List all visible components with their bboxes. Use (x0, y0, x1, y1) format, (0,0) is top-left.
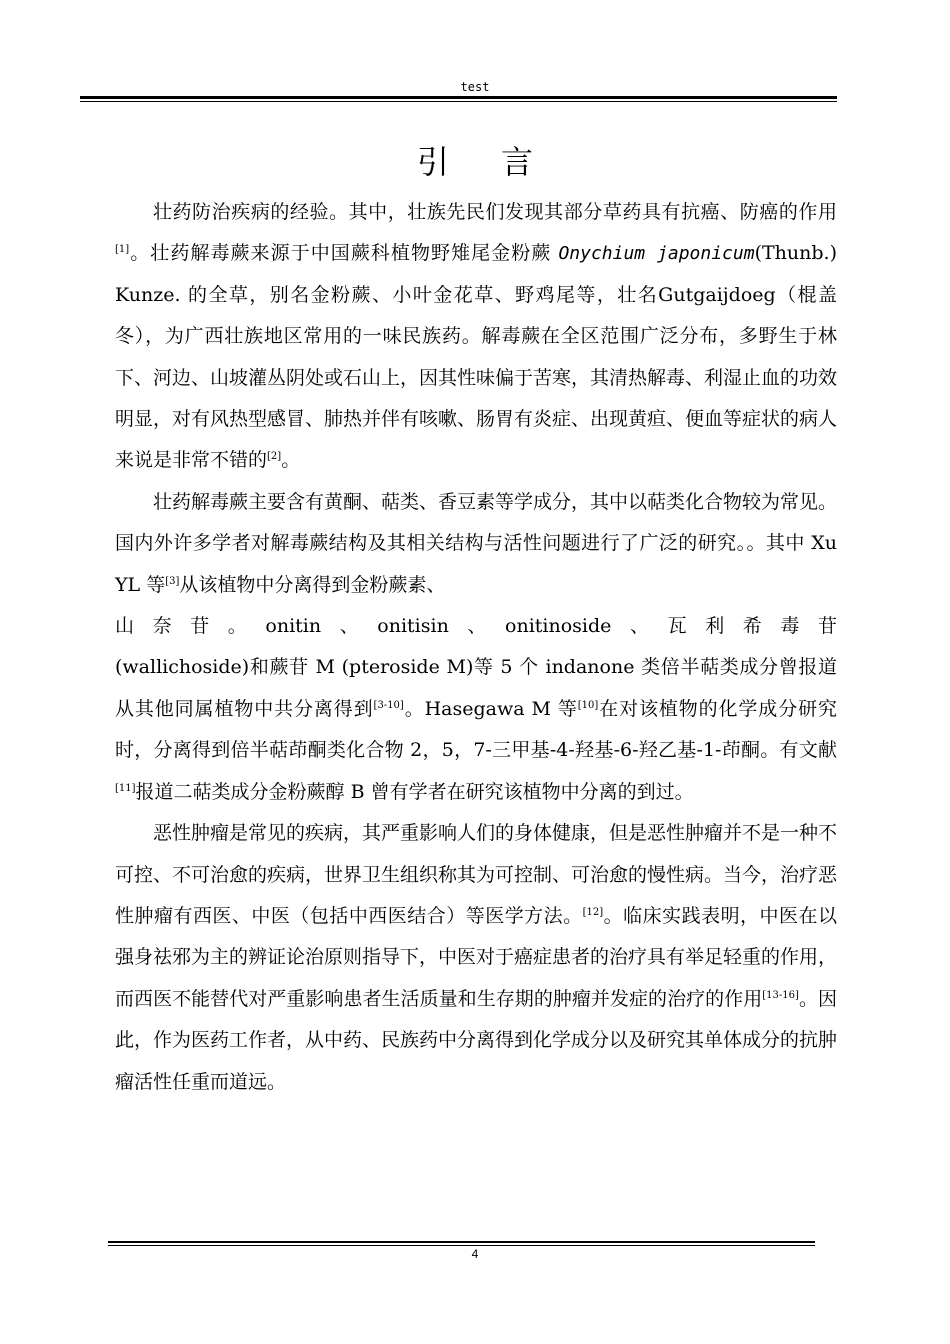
page-number: 4 (471, 1247, 479, 1261)
paragraph-2-spread-line (115, 606, 837, 647)
paragraph-1 (115, 192, 837, 482)
p2-text-5: 。Hasegawa M 等 (403, 697, 578, 720)
p3-text-2: 。临床实践表明，中医在以强身祛邪为主的辨证论治原则指导下，中医对于癌症患者的治疗具有举足轻重的作用，而西医不能替代对严重影响患者生活质量和生存期的肿瘤并发症的治疗的作用 (115, 904, 838, 1010)
header-rule-thick (80, 96, 837, 99)
citation-2: [2] (267, 451, 282, 463)
citation-4: [3-10] (373, 699, 404, 711)
p2-text-1: 壮药解毒蕨主要含有黄酮、萜类、香豆素等学成分，其中以萜类化合物较为常见。国内外许多学者对解毒蕨结构及其相关结构与活性问题进行了广泛的研究。。其中 Xu YL 等 (115, 490, 838, 596)
page-header-text: test (460, 80, 490, 94)
citation-6: [11] (115, 782, 136, 794)
p2-text-2: 从该植物中分离得到金粉蕨素、 (179, 573, 446, 596)
header-rule-thin (80, 101, 837, 102)
p2-text-7: 报道二萜类成分金粉蕨醇 B 曾有学者在研究该植物中分离的到过。 (135, 780, 694, 803)
citation-5: [10] (577, 699, 599, 711)
p3-text-3: 。因此，作为医药工作者，从中药、民族药中分离得到化学成分以及研究其单体成分的抗肿瘤活性任重而道远。 (115, 987, 838, 1093)
p2-text-4: (wallichoside)和蕨苷 M (pteroside M)等 5 个 indanone 类倍半萜类成分曾报道从其他同属植物中共分离得到 (115, 656, 837, 720)
citation-1: [1] (115, 244, 130, 256)
p1-text-2: 。壮药解毒蕨来源于中国蕨科植物野雉尾金粉蕨 (129, 242, 559, 265)
p2-text-3: 山奈苷。onitin、onitisin、onitinoside、瓦利希毒苷 (115, 615, 837, 638)
citation-8: [13-16] (762, 989, 799, 1001)
paragraph-2-continued (115, 647, 837, 813)
p2-text-6: 在对该植物的化学成分研究时，分离得到倍半萜茚酮类化合物 2，5，7-三甲基-4-羟基-6-羟乙基-1-茚酮。有文献 (115, 697, 837, 762)
p3-text-1: 恶性肿瘤是常见的疾病，其严重影响人们的身体健康，但是恶性肿瘤并不是一种不可控、不可治愈的疾病，世界卫生组织称其为可控制、可治愈的慢性病。当今，治疗恶性肿瘤有西医、中医（包括中西医结合）等医学方法。 (115, 822, 838, 927)
body-text (115, 192, 837, 1103)
p1-text-4: 。 (281, 449, 301, 472)
p1-text-3: (Thunb.) Kunze. 的全草，别名金粉蕨、小叶金花草、野鸡尾等，壮名Gutgaijdoeg（棍盖冬），为广西壮族地区常用的一味民族药。解毒蕨在全区范围广泛分布，多野生于林下、河边、山坡灌丛阴处或石山上，因其性味偏于苦寒，其清热解毒、利湿止血的功效明显，对有风热型感冒、肺热并伴有咳嗽、肠胃有炎症、出现黄疸、便血等症状的病人来说是非常不错的 (115, 242, 838, 472)
paragraph-3 (115, 813, 837, 1103)
footer-rule-thick (108, 1241, 815, 1243)
footer-rule-thin (108, 1245, 815, 1246)
p1-text-1: 壮药防治疾病的经验。其中，壮族先民们发现其部分草药具有抗癌、防癌的作用 (153, 201, 837, 223)
paragraph-2 (115, 482, 837, 606)
citation-7: [12] (582, 906, 604, 918)
citation-3: [3] (165, 575, 180, 587)
latin-species-name: Onychium japonicum (558, 243, 755, 265)
section-title: 引言 (416, 143, 585, 181)
